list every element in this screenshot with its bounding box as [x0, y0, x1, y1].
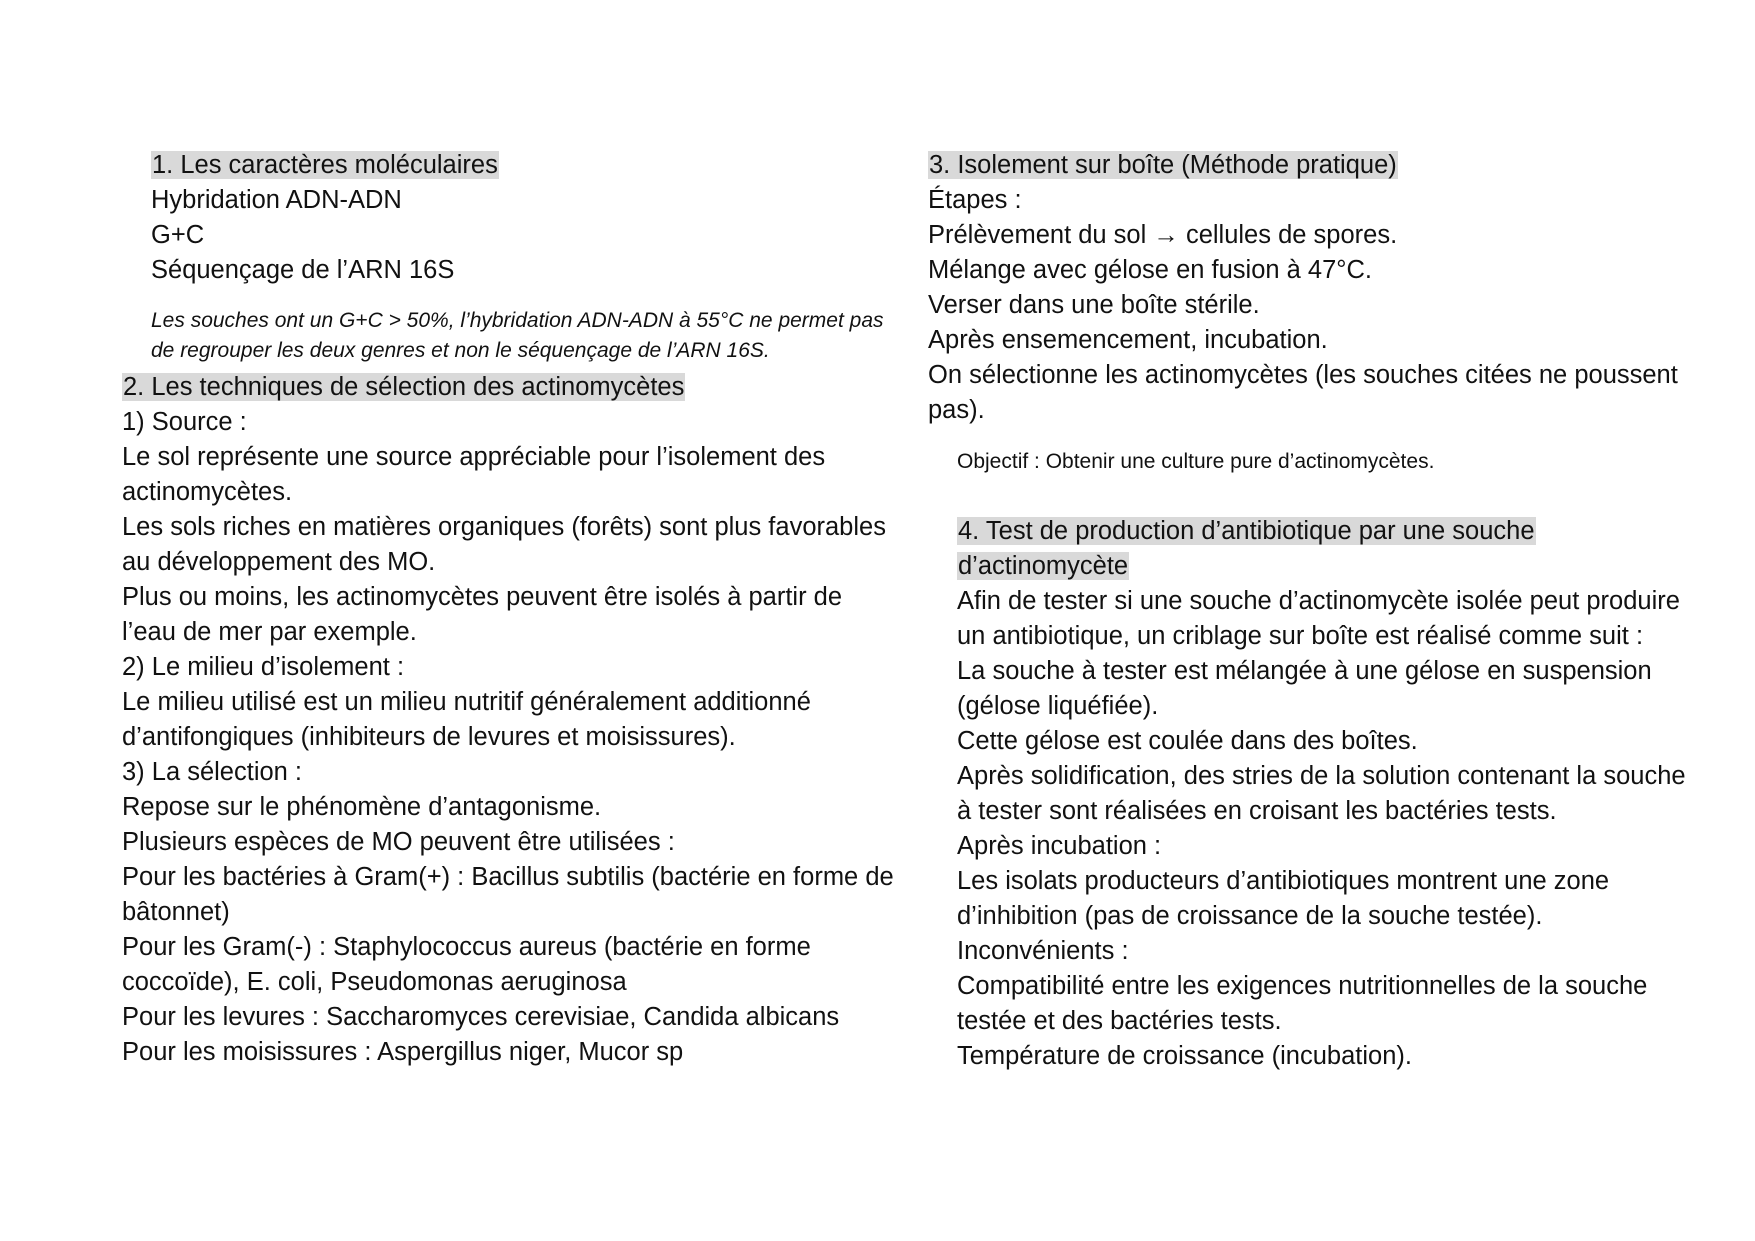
text-line: Température de croissance (incubation). — [957, 1042, 1412, 1070]
section-1-item: Hybridation ADN-ADN — [151, 186, 402, 214]
objective-text: Objectif : Obtenir une culture pure d’actinomycètes. — [957, 450, 1435, 473]
text-line: au développement des MO. — [122, 548, 436, 576]
text-line: Après incubation : — [957, 832, 1162, 860]
text-line: testée et des bactéries tests. — [957, 1007, 1282, 1035]
text-line: 3) La sélection : — [122, 758, 303, 786]
text-line: Repose sur le phénomène d’antagonisme. — [122, 793, 602, 821]
text-line: Prélèvement du sol → cellules de spores. — [928, 221, 1398, 249]
section-4-heading: 4. Test de production d’antibiotique par une souche — [958, 517, 1535, 545]
text-line: Le milieu utilisé est un milieu nutritif généralement additionné — [122, 688, 811, 716]
text-line: Plus ou moins, les actinomycètes peuvent être isolés à partir de — [122, 583, 843, 611]
text-line: actinomycètes. — [122, 478, 293, 506]
section-4-heading-cont: d’actinomycète — [958, 552, 1129, 580]
text-line: bâtonnet) — [122, 898, 230, 926]
section-1-item: G+C — [151, 221, 205, 249]
section-selection-techniques — [122, 370, 894, 1070]
text-line: Compatibilité entre les exigences nutritionnelles de la souche — [957, 972, 1648, 1000]
text-line: Après ensemencement, incubation. — [928, 326, 1328, 354]
text-line: Pour les Gram(-) : Staphylococcus aureus (bactérie en forme — [122, 933, 811, 961]
text-line: (gélose liquéfiée). — [957, 692, 1159, 720]
text-line: On sélectionne les actinomycètes (les souches citées ne poussent — [928, 361, 1678, 389]
text-line: Mélange avec gélose en fusion à 47°C. — [928, 256, 1372, 284]
section-1-heading: 1. Les caractères moléculaires — [152, 151, 498, 179]
text-line: coccoïde), E. coli, Pseudomonas aeruginosa — [122, 968, 627, 996]
text-line: Cette gélose est coulée dans des boîtes. — [957, 727, 1418, 755]
objective-note — [957, 447, 1434, 477]
text-line: Étapes : — [928, 186, 1022, 214]
note-line: Les souches ont un G+C > 50%, l’hybridation ADN-ADN à 55°C ne permet pas — [151, 309, 884, 332]
note-line: de regrouper les deux genres et non le séquençage de l’ARN 16S. — [151, 339, 770, 362]
text-line: Verser dans une boîte stérile. — [928, 291, 1260, 319]
text-line: 2) Le milieu d’isolement : — [122, 653, 405, 681]
text-line: l’eau de mer par exemple. — [122, 618, 417, 646]
section-1-item: Séquençage de l’ARN 16S — [151, 256, 455, 284]
text-line: Les isolats producteurs d’antibiotiques montrent une zone — [957, 867, 1610, 895]
section-3-heading: 3. Isolement sur boîte (Méthode pratique) — [929, 151, 1397, 179]
section-plate-isolation — [928, 148, 1678, 428]
text-line: 1) Source : — [122, 408, 247, 436]
text-line: à tester sont réalisées en croisant les bactéries tests. — [957, 797, 1557, 825]
section-molecular-characters — [151, 148, 499, 288]
text-line: Pour les bactéries à Gram(+) : Bacillus subtilis (bactérie en forme de — [122, 863, 894, 891]
text-line: Les sols riches en matières organiques (forêts) sont plus favorables — [122, 513, 886, 541]
text-line: Le sol représente une source appréciable pour l’isolement des — [122, 443, 826, 471]
text-line: Plusieurs espèces de MO peuvent être utilisées : — [122, 828, 675, 856]
text-line: Afin de tester si une souche d’actinomycète isolée peut produire — [957, 587, 1680, 615]
text-line: un antibiotique, un criblage sur boîte est réalisé comme suit : — [957, 622, 1644, 650]
text-line: La souche à tester est mélangée à une gélose en suspension — [957, 657, 1652, 685]
text-line: d’antifongiques (inhibiteurs de levures et moisissures). — [122, 723, 736, 751]
text-line: Inconvénients : — [957, 937, 1129, 965]
text-line: Après solidification, des stries de la solution contenant la souche — [957, 762, 1686, 790]
section-1-note — [151, 306, 884, 366]
section-2-heading: 2. Les techniques de sélection des actinomycètes — [123, 373, 685, 401]
text-line: pas). — [928, 396, 985, 424]
text-line: Pour les moisissures : Aspergillus niger, Mucor sp — [122, 1038, 684, 1066]
text-line: Pour les levures : Saccharomyces cerevisiae, Candida albicans — [122, 1003, 840, 1031]
text-line: d’inhibition (pas de croissance de la souche testée). — [957, 902, 1543, 930]
section-antibiotic-test — [957, 514, 1686, 1074]
